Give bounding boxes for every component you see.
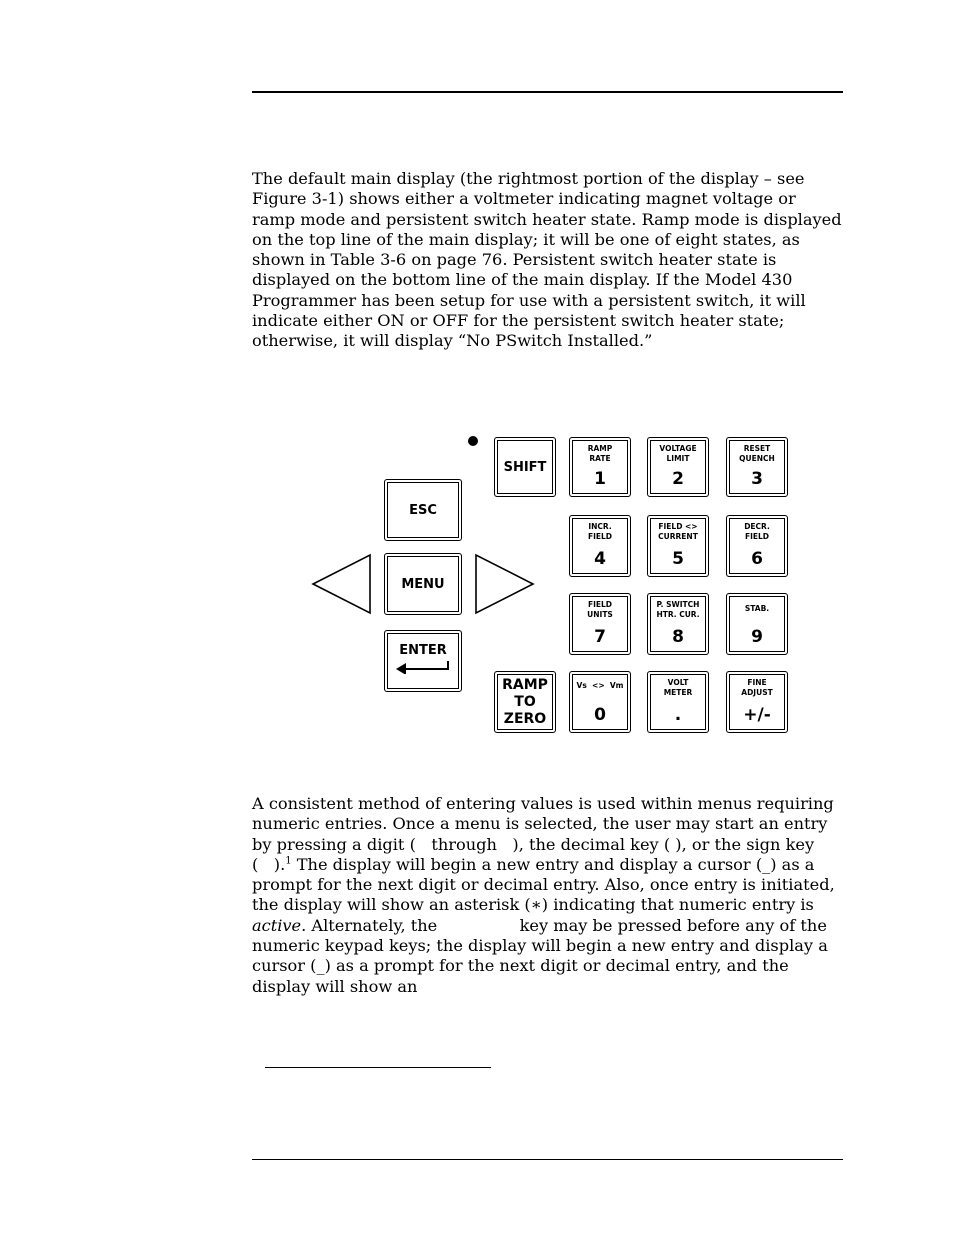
key-5-field-current[interactable] xyxy=(647,515,709,577)
paragraph-main-display xyxy=(252,169,842,352)
key-function-label: FIELD UNITS xyxy=(587,600,613,619)
key-function-label: INCR. FIELD xyxy=(587,522,613,541)
shift-key[interactable] xyxy=(494,437,556,497)
enter-key[interactable] xyxy=(384,630,462,692)
key-6-decr-field[interactable] xyxy=(726,515,788,577)
key-7-field-units[interactable] xyxy=(569,593,631,655)
key-1-ramp-rate[interactable] xyxy=(569,437,631,497)
shift-key-label: SHIFT xyxy=(503,459,547,475)
zero-label: ZERO xyxy=(503,710,547,727)
key-digit-label: 5 xyxy=(672,549,684,569)
key-digit-label: 6 xyxy=(751,549,763,569)
key-2-voltage-limit[interactable] xyxy=(647,437,709,497)
esc-key[interactable] xyxy=(384,479,462,541)
key-function-label: VOLT METER xyxy=(663,678,693,697)
key-function-label: VOLTAGE LIMIT xyxy=(659,444,697,463)
footnote-separator xyxy=(265,1067,491,1068)
esc-key-label: ESC xyxy=(409,502,437,518)
key-digit-label: 0 xyxy=(594,705,606,725)
key-function-label: DECR. FIELD xyxy=(744,522,770,541)
key-sign-fine-adjust[interactable] xyxy=(726,671,788,733)
key-function-label: STAB. xyxy=(744,604,770,613)
key-digit-label: 2 xyxy=(672,469,684,489)
menu-key-label: MENU xyxy=(401,576,445,592)
key-digit-label: 8 xyxy=(672,627,684,647)
key-digit-label: +/- xyxy=(743,705,771,725)
text-segment: The display will begin a new entry and display a cursor (_) as a prompt for the next digit or decimal entry. Also, once entry is initiated, the display will show an asterisk (∗) indicating that numeric entry is xyxy=(252,854,835,915)
key-digit-label: . xyxy=(674,705,682,725)
key-4-incr-field[interactable] xyxy=(569,515,631,577)
footnote-reference: 1 xyxy=(285,855,292,867)
ramp-label: RAMP xyxy=(502,676,548,693)
key-8-pswitch-htr-cur[interactable] xyxy=(647,593,709,655)
enter-key-label: ENTER xyxy=(399,642,447,658)
key-decimal-voltmeter[interactable] xyxy=(647,671,709,733)
key-function-label: RAMP RATE xyxy=(587,444,613,463)
key-function-label: RESET QUENCH xyxy=(739,444,775,463)
ramp-to-zero-key[interactable] xyxy=(494,671,556,733)
enter-arrow-icon xyxy=(395,660,451,674)
footer-rule xyxy=(252,1159,843,1160)
key-function-label: P. SWITCH HTR. CUR. xyxy=(656,600,700,619)
emphasis-text: active xyxy=(252,915,302,935)
text-segment: A consistent method of entering values is used within menus requiring numeric entries. Once a menu is selected, the user may start an entry by pressing a digit ( through ), the decimal key ( ), or the sign key ( ). xyxy=(252,794,834,874)
paragraph-text: The default main display (the rightmost portion of the display – see Figure 3-1) shows either a voltmeter indicating magnet voltage or ramp mode and persistent switch heater state. Ramp mode is displayed on the top line of the main display; it will be one of eight states, as shown in Table 3-6 on page 76. Persistent switch heater state is displayed on the bottom line of the main display. If the Model 430 Programmer has been setup for use with a persistent switch, it will indicate either ON or OFF for the persistent switch heater state; otherwise, it will display “No PSwitch Installed.” xyxy=(252,169,842,351)
to-label: TO xyxy=(514,693,536,710)
menu-key[interactable] xyxy=(384,553,462,615)
key-digit-label: 1 xyxy=(594,469,606,489)
paragraph-numeric-entry xyxy=(252,794,842,997)
key-function-label: FIELD <> CURRENT xyxy=(658,522,698,541)
key-9-stab[interactable] xyxy=(726,593,788,655)
key-digit-label: 3 xyxy=(751,469,763,489)
key-digit-label: 7 xyxy=(594,627,606,647)
right-arrow-key[interactable] xyxy=(474,553,536,615)
key-digit-label: 4 xyxy=(594,549,606,569)
key-3-reset-quench[interactable] xyxy=(726,437,788,497)
paragraph-text xyxy=(252,794,842,997)
text-segment: . Alternately, the key may be pressed before any of the numeric keypad keys; the display will begin a new entry and display a cursor (_) as a prompt for the next digit or decimal entry, and the display will show an xyxy=(252,915,828,996)
shift-led-indicator xyxy=(468,436,478,446)
key-function-label: FINE ADJUST xyxy=(741,678,773,697)
left-arrow-key[interactable] xyxy=(311,553,373,615)
header-rule xyxy=(252,91,843,93)
key-digit-label: 9 xyxy=(751,627,763,647)
key-0-vs-vm[interactable] xyxy=(569,671,631,733)
key-function-label: Vs <> Vm xyxy=(576,681,624,690)
